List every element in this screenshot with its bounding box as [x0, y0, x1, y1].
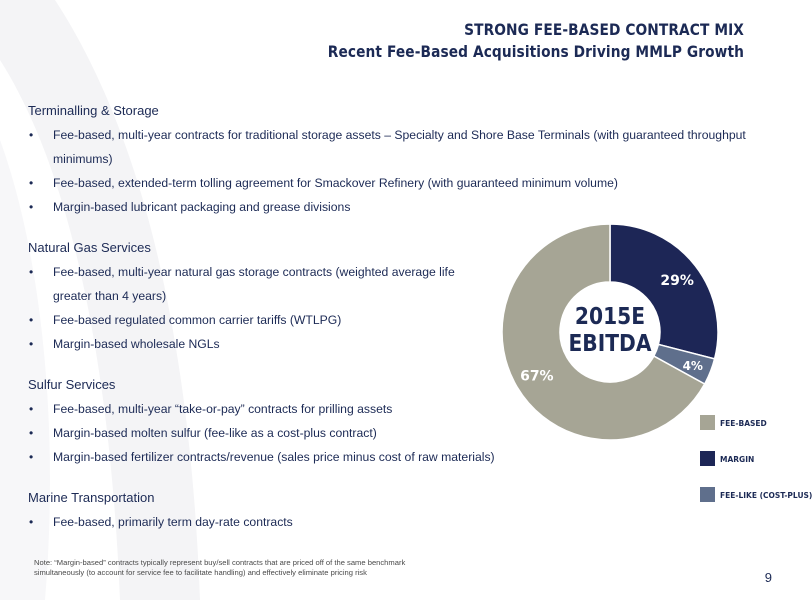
bullet-item: • Fee-based, extended-term tolling agreement for Smackover Refinery (with guaranteed minimum volume)	[28, 171, 768, 195]
legend-swatch	[700, 451, 715, 466]
donut-slice-label: 67%	[520, 368, 554, 385]
donut-slice-label: 4%	[682, 358, 703, 373]
legend-label: MARGIN	[720, 455, 755, 464]
ebitda-donut-chart	[500, 222, 720, 442]
section-title: Marine Transportation	[28, 490, 155, 505]
footnote	[34, 558, 504, 578]
section-title: Natural Gas Services	[28, 240, 151, 255]
slide-title-main: STRONG FEE-BASED CONTRACT MIX	[464, 20, 744, 39]
bullet-item: • Margin-based molten sulfur (fee-like as a cost-plus contract)	[28, 421, 768, 445]
bullet-item: • Fee-based, multi-year contracts for traditional storage assets – Specialty and Shore Base Terminals (with guaranteed throughput minimums)	[28, 123, 768, 171]
page-number: 9	[764, 570, 772, 585]
legend-swatch	[700, 415, 715, 430]
section-title: Sulfur Services	[28, 377, 116, 392]
legend-label: FEE-BASED	[720, 419, 767, 428]
footnote-line: Note: “Margin-based” contracts typically represent buy/sell contracts that are priced off of the same benchmark	[34, 558, 406, 567]
bullet-item: • Margin-based fertilizer contracts/revenue (sales price minus cost of raw materials)	[28, 445, 768, 469]
donut-center-label-line2: EBITDA	[568, 330, 652, 358]
legend-swatch	[700, 487, 715, 502]
footnote-line: simultaneously (to account for service fee to facilitate handling) and effectively eliminate pricing risk	[34, 568, 367, 577]
legend-label: FEE-LIKE (COST-PLUS)	[720, 491, 812, 500]
section-terminalling-storage	[28, 102, 768, 219]
bullet-list	[28, 510, 768, 534]
slide-title	[260, 20, 744, 61]
section-title: Terminalling & Storage	[28, 103, 159, 118]
bullet-item: • Margin-based lubricant packaging and grease divisions	[28, 195, 768, 219]
bullet-item: • Fee-based, multi-year “take-or-pay” contracts for prilling assets	[28, 397, 768, 421]
donut-slice-label: 29%	[660, 272, 694, 289]
bullet-item: • Fee-based, primarily term day-rate contracts	[28, 510, 768, 534]
bullet-list	[28, 123, 768, 219]
slide-title-sub: Recent Fee-Based Acquisitions Driving MMLP Growth	[327, 42, 744, 61]
section-marine-transportation	[28, 489, 768, 534]
bullet-item: • Fee-based regulated common carrier tariffs (WTLPG)	[28, 308, 768, 332]
bullet-item: • Margin-based wholesale NGLs	[28, 332, 768, 356]
bullet-item: • Fee-based, multi-year natural gas storage contracts (weighted average life greater than 4 years)	[28, 260, 768, 308]
donut-center-label-line1: 2015E	[574, 303, 646, 331]
